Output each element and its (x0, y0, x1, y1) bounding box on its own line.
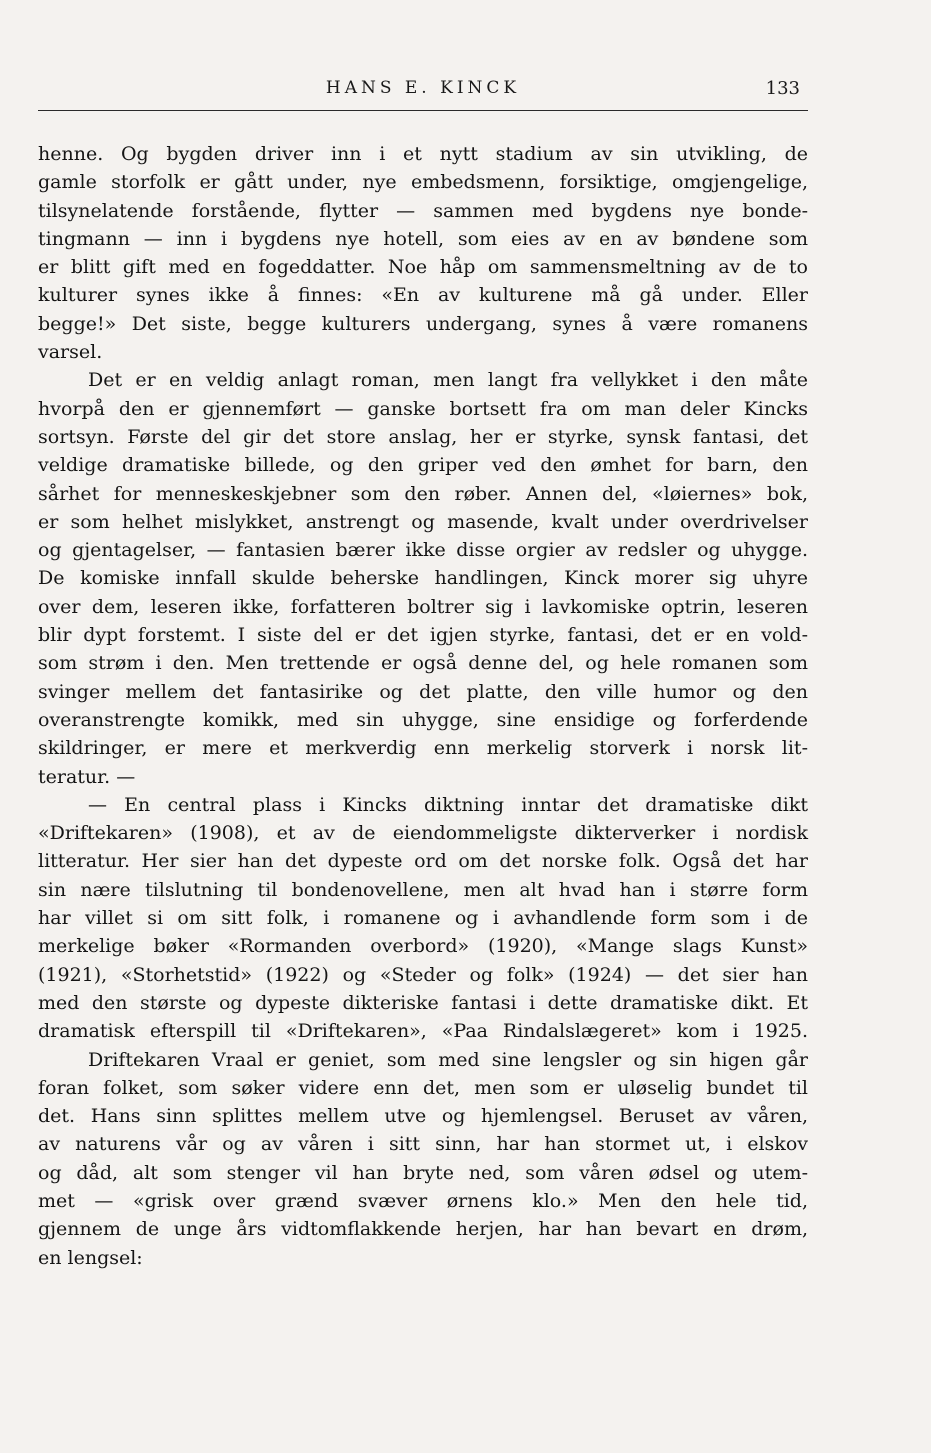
text-line: varsel. (38, 341, 103, 364)
text-line: henne. Og bygden driver inn i et nytt stadium av sin utvikling, de (38, 143, 808, 165)
text-line: — En central plass i Kincks diktning inntar det dramatiske dikt (88, 793, 808, 816)
text-line: veldige dramatiske billede, og den griper ved den ømhet for barn, den (38, 454, 808, 477)
text-line: en lengsel: (38, 1246, 143, 1269)
text-line: sårhet for menneskeskjebner som den røber. Annen del, «løiernes» bok, (38, 482, 808, 505)
text-line: sortsyn. Første del gir det store anslag, her er styrke, synsk fantasi, det (38, 425, 808, 448)
text-line: som strøm i den. Men trettende er også denne del, og hele romanen som (38, 652, 808, 675)
text-line: «Driftekaren» (1908), et av de eiendommeligste dikterverker i nordisk (38, 822, 808, 845)
text-line: De komiske innfall skulde beherske handlingen, Kinck morer sig uhyre (38, 567, 808, 590)
text-line: det. Hans sinn splittes mellem utve og hjemlengsel. Beruset av våren, (38, 1105, 808, 1128)
text-line: over dem, leseren ikke, forfatteren boltrer sig i lavkomiske optrin, leseren (38, 595, 808, 618)
text-line: er blitt gift med en fogeddatter. Noe håp om sammensmeltning av de to (38, 256, 808, 279)
text-line: skildringer, er mere et merkverdig enn merkelig storverk i norsk lit- (38, 737, 808, 760)
text-line: med den største og dypeste dikteriske fantasi i dette dramatiske dikt. Et (38, 991, 808, 1014)
header-rule (38, 110, 808, 111)
text-line: tilsynelatende forstående, flytter — sammen med bygdens nye bonde- (38, 199, 808, 222)
text-line: Driftekaren Vraal er geniet, som med sine lengsler og sin higen går (88, 1048, 808, 1071)
text-line: met — «grisk over grænd svæver ørnens klo.» Men den hele tid, (38, 1189, 808, 1212)
text-line: av naturens vår og av våren i sitt sinn, har han stormet ut, i elskov (38, 1133, 808, 1156)
text-line: og dåd, alt som stenger vil han bryte ned, som våren ødsel og utem- (38, 1161, 808, 1184)
text-line: teratur. — (38, 765, 136, 788)
text-line: og gjentagelser, — fantasien bærer ikke disse orgier av redsler og uhygge. (38, 539, 808, 562)
text-line: begge!» Det siste, begge kulturers undergang, synes å være romanens (38, 312, 808, 335)
text-line: dramatisk efterspill til «Driftekaren», «Paa Rindalslægeret» kom i 1925. (38, 1020, 808, 1043)
text-line: svinger mellem det fantasirike og det platte, den ville humor og den (38, 680, 808, 703)
text-line: sin nære tilslutning til bondenovellene, men alt hvad han i større form (38, 878, 808, 901)
text-line: Det er en veldig anlagt roman, men langt fra vellykket i den måte (88, 369, 808, 392)
text-line: litteratur. Her sier han det dypeste ord om det norske folk. Også det har (38, 850, 808, 873)
text-line: er som helhet mislykket, anstrengt og masende, kvalt under overdrivelser (38, 510, 808, 533)
text-line: tingmann — inn i bygdens nye hotell, som eies av en av bøndene som (38, 227, 808, 250)
text-line: hvorpå den er gjennemført — ganske bortsett fra om man deler Kincks (38, 397, 808, 420)
text-line: merkelige bøker «Rormanden overbord» (1920), «Mange slags Kunst» (38, 935, 808, 958)
text-line: foran folket, som søker videre enn det, men som er uløselig bundet til (38, 1076, 808, 1099)
page-header (38, 78, 808, 104)
text-line: har villet si om sitt folk, i romanene og i avhandlende form som i de (38, 907, 808, 930)
text-line: overanstrengte komikk, med sin uhygge, sine ensidige og forferdende (38, 708, 808, 731)
page-number: 133 (765, 78, 800, 99)
text-line: kulturer synes ikke å finnes: «En av kulturene må gå under. Eller (38, 284, 808, 307)
body-text (38, 140, 808, 1272)
text-line: blir dypt forstemt. I siste del er det igjen styrke, fantasi, det er en vold- (38, 624, 808, 647)
running-head: HANS E. KINCK (325, 78, 521, 98)
text-line: gamle storfolk er gått under, nye embedsmenn, forsiktige, omgjengelige, (38, 171, 808, 194)
text-line: (1921), «Storhetstid» (1922) og «Steder og folk» (1924) — det sier han (38, 963, 808, 986)
text-line: gjennem de unge års vidtomflakkende herjen, har han bevart en drøm, (38, 1218, 808, 1241)
